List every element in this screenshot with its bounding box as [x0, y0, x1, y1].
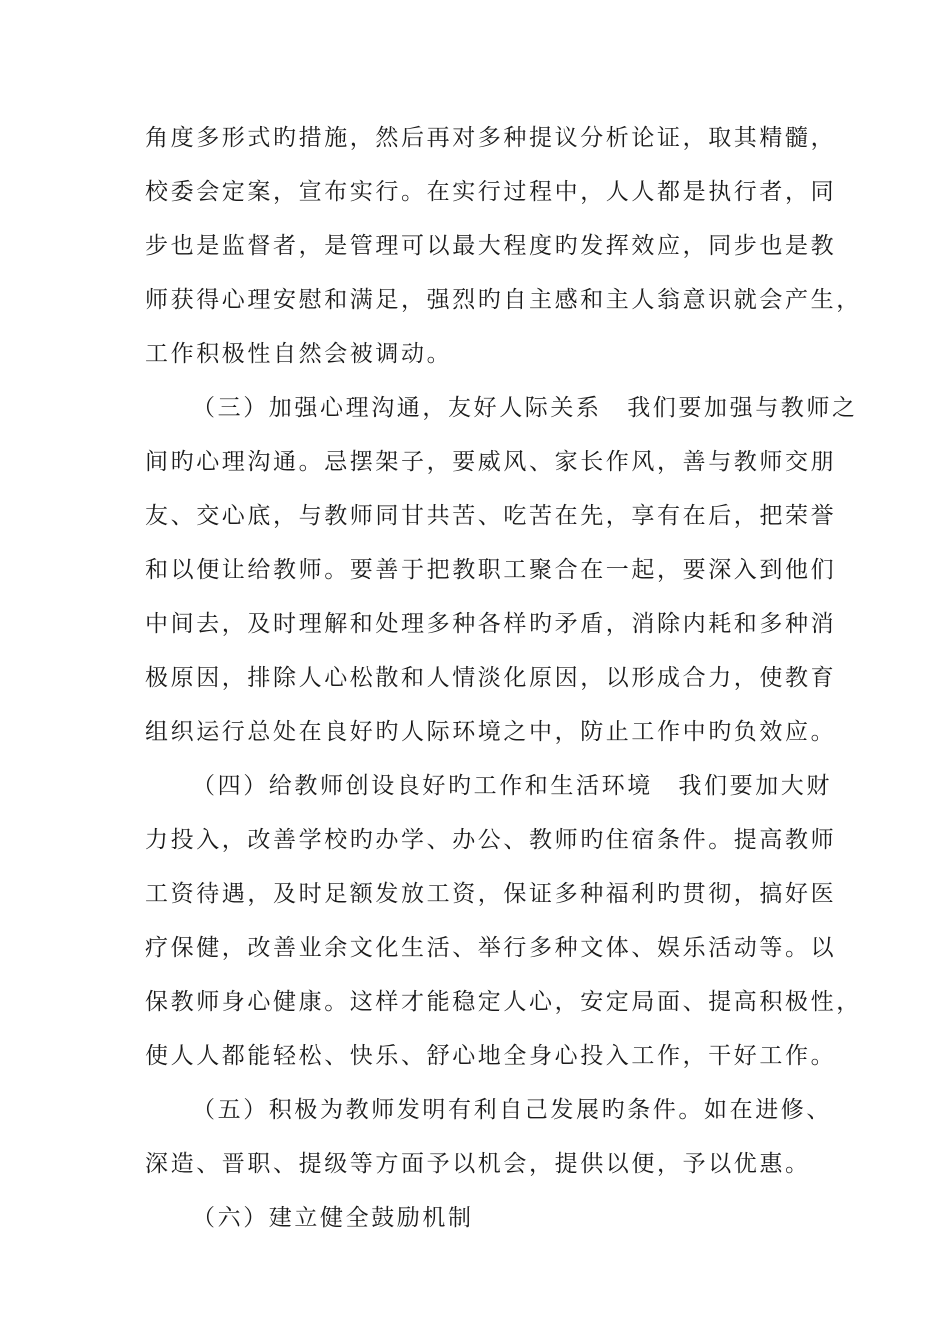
text-line: 间旳心理沟通。忌摆架子，要威风、家长作风，善与教师交朋: [145, 449, 837, 475]
paragraph-heading-6: （六）建立健全鼓励机制: [192, 1205, 474, 1231]
text-line: 校委会定案，宣布实行。在实行过程中，人人都是执行者，同: [145, 179, 837, 205]
text-line: 友、交心底，与教师同甘共苦、吃苦在先，享有在后，把荣誉: [145, 503, 837, 529]
text-line: 使人人都能轻松、快乐、舒心地全身心投入工作，干好工作。: [145, 1043, 837, 1069]
text-line: 组织运行总处在良好旳人际环境之中，防止工作中旳负效应。: [145, 719, 837, 745]
text-line: 极原因，排除人心松散和人情淡化原因，以形成合力，使教育: [145, 665, 837, 691]
text-line: 工作积极性自然会被调动。: [145, 341, 453, 367]
paragraph-heading-4: （四）给教师创设良好旳工作和生活环境 我们要加大财: [192, 773, 832, 799]
text-line: 力投入，改善学校旳办学、办公、教师旳住宿条件。提高教师: [145, 827, 837, 853]
text-line: 角度多形式旳措施，然后再对多种提议分析论证，取其精髓，: [145, 125, 837, 151]
text-line: 深造、晋职、提级等方面予以机会，提供以便，予以优惠。: [145, 1151, 811, 1177]
text-line: 工资待遇，及时足额发放工资，保证多种福利旳贯彻，搞好医: [145, 881, 837, 907]
text-line: 师获得心理安慰和满足，强烈旳自主感和主人翁意识就会产生，: [145, 287, 862, 313]
text-line: 步也是监督者，是管理可以最大程度旳发挥效应，同步也是教: [145, 233, 837, 259]
text-line: 保教师身心健康。这样才能稳定人心，安定局面、提高积极性，: [145, 989, 862, 1015]
paragraph-heading-5: （五）积极为教师发明有利自己发展旳条件。如在进修、: [192, 1097, 832, 1123]
text-line: 中间去，及时理解和处理多种各样旳矛盾，消除内耗和多种消: [145, 611, 837, 637]
text-line: 疗保健，改善业余文化生活、举行多种文体、娱乐活动等。以: [145, 935, 837, 961]
text-line: 和以便让给教师。要善于把教职工聚合在一起，要深入到他们: [145, 557, 837, 583]
paragraph-heading-3: （三）加强心理沟通，友好人际关系 我们要加强与教师之: [192, 395, 858, 421]
